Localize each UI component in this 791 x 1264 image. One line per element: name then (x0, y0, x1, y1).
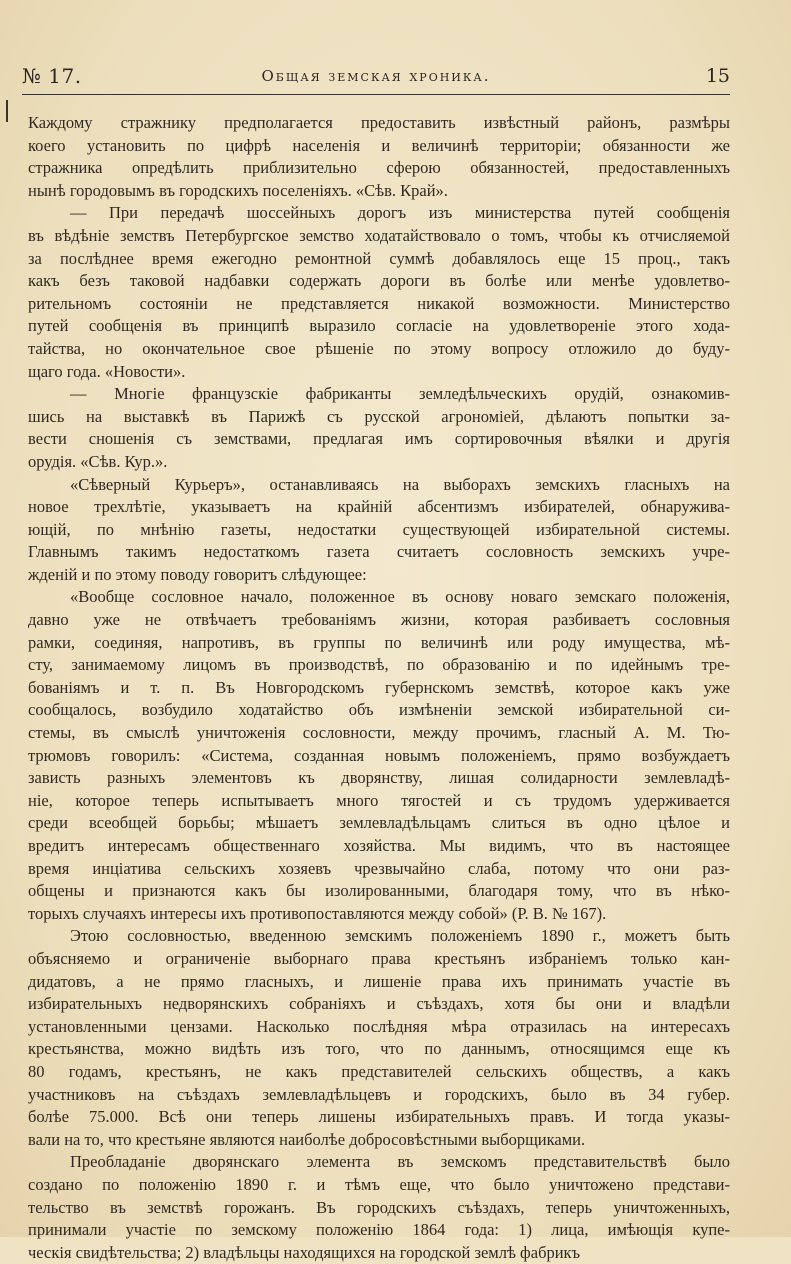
text-line: орудія. «Сѣв. Кур.». (28, 451, 168, 471)
text-line: въ вѣдѣніе земствъ Петербургское земство ходатайствовало о томъ, чтобы къ отчисляемой (28, 225, 730, 245)
text-line: создано по положенію 1890 г. и тѣмъ еще, что было уничтожено представи- (28, 1174, 730, 1194)
text-line: за послѣднее время ежегодно ремонтной суммѣ добавлялось еще 15 проц., такъ (28, 248, 730, 268)
text-line: болѣе 75.000. Всѣ они теперь лишены избирательныхъ правъ. И тогда указы- (28, 1107, 730, 1127)
text-line: нынѣ городовымъ въ городскихъ поселеніяхъ. «Сѣв. Край». (28, 180, 448, 200)
text-line: шись на выставкѣ въ Парижѣ съ русской агрономіей, дѣлаютъ попытки за- (28, 406, 730, 426)
text-line: вести сношенія съ земствами, предлагая имъ сортировочныя вѣялки и другія (28, 429, 730, 449)
text-line: Преобладаніе дворянскаго элемента въ земскомъ представительствѣ было (70, 1152, 730, 1172)
article-body (28, 112, 730, 1264)
text-line: «Вообще сословное начало, положенное въ основу новаго земскаго положенія, (70, 587, 730, 607)
text-line: сообщалось, возбудило ходатайство объ измѣненіи земской избирательной си- (28, 700, 730, 720)
text-line: щаго года. «Новости». (28, 361, 186, 381)
text-line: коего установить по цифрѣ населенія и величинѣ территоріи; обязанности же (28, 135, 730, 155)
text-line: среди всеобщей борьбы; мѣшаетъ землевладѣльцамъ слиться въ одно цѣлое и (28, 813, 730, 833)
text-line: ющій, по мнѣнію газеты, недостатки существующей избирательной системы. (28, 519, 730, 539)
text-line: рамки, соединяя, напротивъ, въ группы по величинѣ или роду имущества, мѣ- (28, 632, 730, 652)
text-line: сту, занимаемому лицомъ въ производствѣ, по образованію и по идейнымъ тре- (28, 655, 730, 675)
text-line: общены и признаются какъ бы изолированными, благодаря тому, что въ нѣко- (28, 881, 730, 901)
text-line: Каждому стражнику предполагается предоставить извѣстный районъ, размѣры (28, 113, 730, 132)
text-line: — При передачѣ шоссейныхъ дорогъ изъ министерства путей сообщенія (70, 203, 730, 223)
section-title: Общая земская хроника. (261, 67, 491, 85)
text-line: Этою сословностью, введенною земскимъ положеніемъ 1890 г., можетъ быть (70, 926, 730, 946)
text-line: дидатовъ, а не прямо гласныхъ, и лишеніе права ихъ принимать участіе въ (28, 971, 730, 991)
text-line: бованіямъ и т. п. Въ Новгородскомъ губернскомъ земствѣ, которое какъ уже (28, 677, 730, 697)
header-rule (22, 94, 730, 95)
text-line: вали на то, что крестьяне являются наиболѣе добросовѣстными выборщиками. (28, 1129, 586, 1149)
text-line: тельство въ земствѣ горожанъ. Въ городскихъ съѣздахъ, теперь уничтоженныхъ, (28, 1197, 730, 1217)
text-line: «Сѣверный Курьеръ», останавливаясь на выборахъ земскихъ гласныхъ на (70, 474, 730, 494)
text-line: новое трехлѣтіе, указываетъ на крайній абсентизмъ избирателей, обнаружива- (28, 497, 730, 517)
text-line: зависть разныхъ элементовъ къ дворянству, лишая солидарности землевладѣ- (28, 768, 730, 788)
text-line: объясняемо и ограниченіе выборнаго права крестьянъ избраніемъ только кан- (28, 948, 730, 968)
text-line: давно уже не отвѣчаетъ требованіямъ жизни, которая разбиваетъ сословныя (28, 610, 730, 630)
text-line: Главнымъ такимъ недостаткомъ газета считаетъ сословность земскихъ учре- (28, 542, 730, 562)
text-line: время инціатива сельскихъ хозяевъ чрезвычайно слаба, потому что они раз- (28, 858, 730, 878)
text-line: рительномъ состояніи не представляется никакой возможности. Министерство (28, 293, 730, 313)
text-line: тайства, но окончательное свое рѣшеніе по этому вопросу отложило до буду- (28, 338, 730, 358)
issue-number: № 17. (22, 64, 82, 88)
text-line: 80 годамъ, крестьянъ, не какъ представителей сельскихъ обществъ, а какъ (28, 1061, 730, 1081)
text-line: торыхъ случаяхъ интересы ихъ противопоставляются между собой» (Р. В. № 167). (28, 903, 607, 923)
page-header (22, 64, 730, 90)
text-line: — Многіе французскіе фабриканты земледѣльческихъ орудій, ознакомив- (70, 384, 730, 404)
text-line: жденій и по этому поводу говоритъ слѣдующее: (28, 564, 367, 584)
page-number: 15 (705, 65, 730, 87)
text-line: установленными цензами. Насколько послѣдняя мѣра отразилась на интересахъ (28, 1016, 730, 1036)
margin-mark (6, 100, 8, 122)
text-line: какъ безъ таковой надбавки содержать дороги въ болѣе или менѣе удовлетво- (28, 271, 730, 291)
text-line: стражника опредѣлить приблизительно сферою обязанностей, предоставленныхъ (28, 158, 730, 178)
text-line: стемы, въ смыслѣ уничтоженія сословности, между прочимъ, гласный А. М. Тю- (28, 723, 730, 743)
text-line: трюмовъ говорилъ: «Система, созданная новымъ положеніемъ, прямо возбуждаетъ (28, 745, 730, 765)
text-line: участниковъ на съѣздахъ землевладѣльцевъ и городскихъ, было въ 34 губер. (28, 1084, 730, 1104)
text-line: избирательныхъ недворянскихъ собраніяхъ и съѣздахъ, хотя бы они и владѣли (28, 994, 730, 1014)
text-line: путей сообщенія въ принципѣ выразило согласіе на удовлетвореніе этого хода- (28, 316, 730, 336)
text-line: ческія свидѣтельства; 2) владѣльцы находящихся на городской землѣ фабрикъ (28, 1242, 581, 1262)
text-line: крестьянства, можно видѣть изъ того, что по даннымъ, относящимся еще къ (28, 1039, 730, 1059)
text-line: ніе, которое теперь испытываетъ много тягостей и съ трудомъ удерживается (28, 790, 730, 810)
text-line: принимали участіе по земскому положенію 1864 года: 1) лица, имѣющія купе- (28, 1220, 730, 1240)
text-line: вредитъ интересамъ общественнаго хозяйства. Мы видимъ, что въ настоящее (28, 836, 730, 855)
